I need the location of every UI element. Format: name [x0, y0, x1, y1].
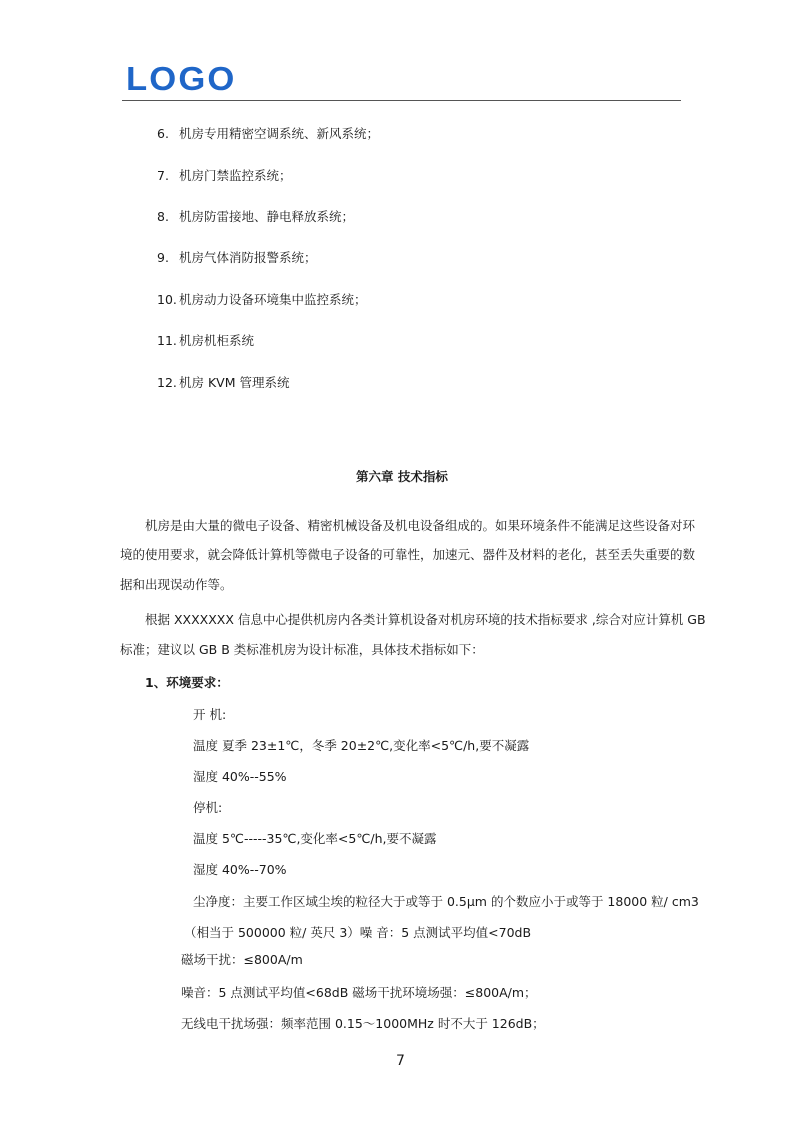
logo: LOGO: [126, 60, 237, 97]
dust-spec: 尘净度：主要工作区域尘埃的粒径大于或等于 0.5μm 的个数应小于或等于 18000 粒/ cm3: [193, 894, 699, 909]
list-item: 10. 机房动力设备环境集中监控系统；: [157, 292, 367, 307]
page-number: 7: [396, 1053, 405, 1069]
list-item: 12. 机房 KVM 管理系统: [157, 375, 290, 390]
header-divider: [122, 100, 681, 101]
running-humidity: 湿度 40%--55%: [193, 769, 287, 784]
stopped-label: 停机:: [193, 800, 223, 815]
running-label: 开 机:: [193, 707, 227, 722]
stopped-humidity: 湿度 40%--70%: [193, 862, 287, 877]
section-heading: 1、环境要求：: [145, 675, 229, 690]
list-item: 8. 机房防雷接地、静电释放系统；: [157, 209, 355, 224]
list-item: 11. 机房机柜系统: [157, 333, 255, 348]
paragraph-line: 境的使用要求，就会降低计算机等微电子设备的可靠性，加速元、器件及材料的老化，甚至丢失重要的数: [120, 547, 696, 562]
magnetic-interference: 磁场干扰：≤800A/m: [181, 952, 303, 967]
running-temperature: 温度 夏季 23±1℃，冬季 20±2℃,变化率<5℃/h,要不凝露: [193, 738, 530, 753]
radio-interference: 无线电干扰场强：频率范围 0.15～1000MHz 时不大于 126dB；: [181, 1016, 545, 1031]
chapter-title: 第六章 技术指标: [356, 469, 448, 484]
paragraph-line: 标准；建议以 GB B 类标准机房为设计标准，具体技术指标如下：: [120, 642, 484, 657]
paragraph-line: 根据 XXXXXXX 信息中心提供机房内各类计算机设备对机房环境的技术指标要求 ,综合对应计算机 GB: [145, 612, 706, 627]
stopped-temperature: 温度 5℃-----35℃,变化率<5℃/h,要不凝露: [193, 831, 437, 846]
list-item: 9. 机房气体消防报警系统；: [157, 250, 317, 265]
list-item: 7. 机房门禁监控系统；: [157, 168, 292, 183]
paragraph-line: 据和出现误动作等。: [120, 577, 233, 592]
dust-spec-continued: （相当于 500000 粒/ 英尺 3）噪 音：5 点测试平均值<70dB: [184, 925, 532, 940]
paragraph-line: 机房是由大量的微电子设备、精密机械设备及机电设备组成的。如果环境条件不能满足这些设备对环: [145, 518, 696, 533]
list-item: 6. 机房专用精密空调系统、新风系统；: [157, 126, 380, 141]
noise-magnetic: 噪音：5 点测试平均值<68dB 磁场干扰环境场强：≤800A/m；: [181, 985, 537, 1000]
